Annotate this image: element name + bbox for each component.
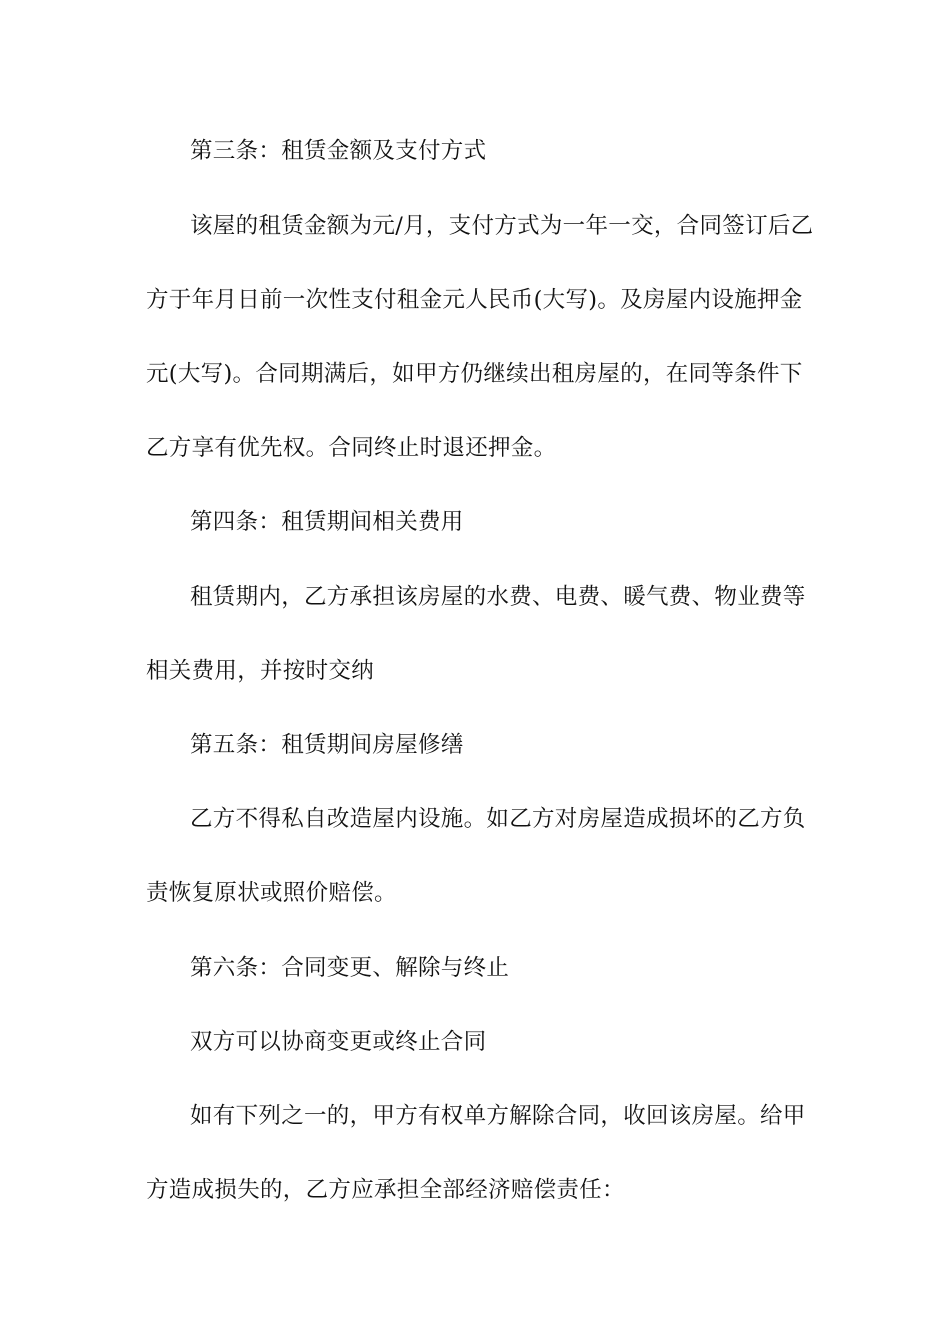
article-3-paragraph-line: 方于年月日前一次性支付租金元人民币(大写)。及房屋内设施押金 <box>146 287 803 313</box>
article-4-heading: 第四条：租赁期间相关费用 <box>190 509 464 535</box>
article-3-paragraph-line: 元(大写)。合同期满后，如甲方仍继续出租房屋的，在同等条件下 <box>146 361 803 387</box>
article-4-paragraph-line: 相关费用，并按时交纳 <box>146 658 375 684</box>
article-5-paragraph-line: 乙方不得私自改造屋内设施。如乙方对房屋造成损坏的乙方负 <box>190 806 806 832</box>
article-3-paragraph-line: 该屋的租赁金额为元/月，支付方式为一年一交，合同签订后乙 <box>190 213 814 239</box>
article-3-paragraph-line: 乙方享有优先权。合同终止时退还押金。 <box>146 435 557 461</box>
article-3-heading: 第三条：租赁金额及支付方式 <box>190 138 487 164</box>
article-6-heading: 第六条：合同变更、解除与终止 <box>190 955 510 981</box>
article-6-paragraph-line: 方造成损失的，乙方应承担全部经济赔偿责任： <box>146 1177 625 1203</box>
article-6-paragraph-line: 如有下列之一的，甲方有权单方解除合同，收回该房屋。给甲 <box>190 1103 806 1129</box>
article-4-paragraph-line: 租赁期内，乙方承担该房屋的水费、电费、暖气费、物业费等 <box>190 584 806 610</box>
article-6-paragraph: 双方可以协商变更或终止合同 <box>190 1029 487 1055</box>
article-5-paragraph-line: 责恢复原状或照价赔偿。 <box>146 880 397 906</box>
article-5-heading: 第五条：租赁期间房屋修缮 <box>190 732 464 758</box>
